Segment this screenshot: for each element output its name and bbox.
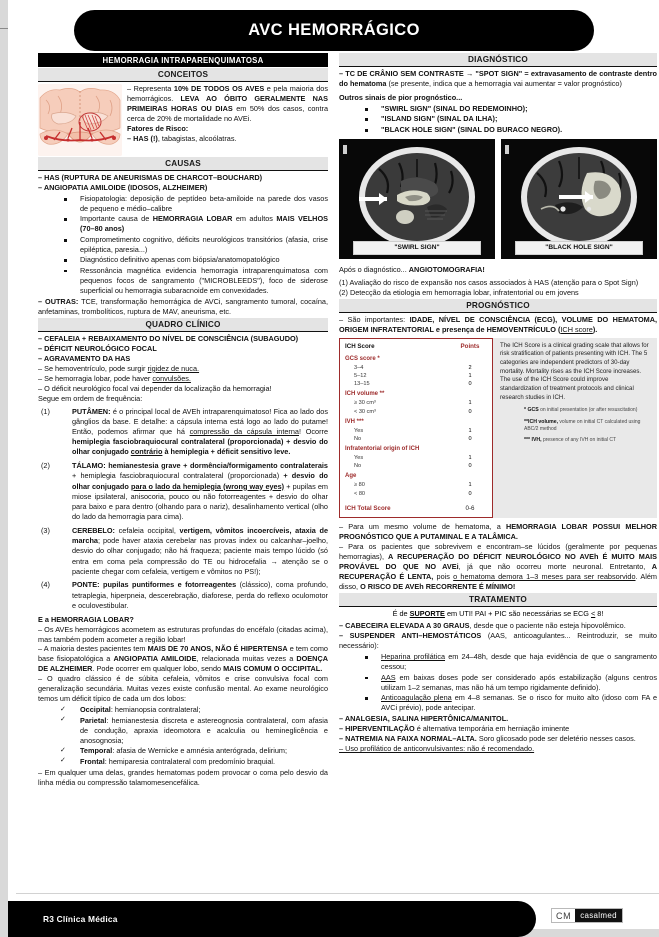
trat-l5t: Soro glicosado pode ser deletério nesses casos. (476, 734, 636, 744)
ct-caption-black-hole: "BLACK HOLE SIGN" (515, 241, 643, 255)
prog-p3t4: . Além disso, (339, 572, 658, 592)
section-header-diagnostico: DIAGNÓSTICO (339, 53, 657, 67)
lobar-p2b1: MAIS DE 70 ANOS, NÃO É HIPERTENSA (147, 644, 288, 654)
logo-name: casalmed (575, 909, 622, 922)
after-dx-text: Após o diagnóstico... (339, 264, 409, 274)
lobar-p3: – O quadro clássico é de súbita cefaleia, vômitos e crise convulsiva focal com generalização secundária. Muitas vezes existe confusão mental. Ao exame neurológico temos um déficit típico de cada um dos lobos: (38, 674, 328, 704)
page-title-bar (74, 10, 594, 51)
table-row (345, 490, 487, 498)
trat-l3: – ANALGESIA, SALINA HIPERTÔNICA/MANITOL. (339, 714, 509, 724)
ich-footnote-3 (524, 437, 651, 444)
prog-p1t2: ( (555, 324, 561, 334)
footnote-label: *** IVH, (524, 436, 542, 443)
causas-bullet-list (38, 194, 328, 296)
prog-p3t3: pois (433, 572, 454, 582)
ich-score-note (493, 338, 657, 518)
row-label: Infratentorial origin of ICH (345, 445, 420, 452)
lobar-p2e: . Pode ocorrer em qualquer lobo, sendo (92, 664, 224, 674)
quadro-l4u: rigidez de nuca. (147, 363, 200, 373)
bullet-underline: AAS (381, 672, 396, 682)
quadro-l2: – DÉFICIT NEUROLÓGICO FOCAL (38, 343, 157, 353)
tratamento-bullet-list (339, 652, 657, 713)
causas-line-has: – HAS (RUPTURA DE ANEURISMAS DE CHARCOT–BOUCHARD) (38, 173, 263, 182)
conceitos-fatores-label: Fatores de Risco: (127, 123, 189, 133)
prog-p3b3: O RISCO DE AVEh RECORRENTE É MÍNIMO! (360, 582, 516, 592)
table-row (345, 380, 487, 388)
row-label: 5–12 (354, 373, 367, 380)
list-item-putamen (38, 407, 328, 458)
dx-sinais-list (339, 104, 657, 135)
footer-label: R3 Clínica Médica (43, 914, 118, 924)
footnote-text: on initial presentation (or after resuscitation) (538, 407, 638, 414)
footer-divider (16, 893, 659, 894)
row-points: 1 (468, 482, 472, 489)
quadro-body (38, 334, 328, 788)
row-points: 0 (468, 463, 472, 470)
list-item (339, 673, 657, 693)
item-title: PONTE: (72, 580, 100, 590)
trat-l5b: – NATREMIA NA FAIXA NORMAL–ALTA. (339, 734, 477, 744)
ich-col-label: ICH Score (345, 342, 375, 350)
row-points: 0 (468, 408, 472, 415)
list-item (339, 114, 657, 124)
list-item-ponte (38, 580, 328, 611)
table-row (345, 481, 487, 489)
ich-footnote-2 (524, 419, 651, 433)
list-item (38, 194, 328, 214)
item-t1: + hemiplegia fasciobraquiocural contralateral (proporcionada) (72, 471, 280, 481)
causas-outras-text: TCE, transformação hemorrágica de AVCi, sangramento tumoral, cocaína, anfetaminas, trombolíticos, ruptura de MAV, aneurisma, etc. (38, 296, 328, 316)
row-points (453, 443, 487, 454)
quadro-l5u: convulsões. (152, 373, 191, 383)
lobe-text: : hemianopsia contralateral; (110, 705, 201, 715)
lobar-p2d: , relacionada muitas vezes a (196, 654, 297, 664)
trat-l4b: – HIPERVENTILAÇÃO (339, 724, 415, 734)
bullet-text: em 24–48h, desde que haja evidência de que o sangramento cessou; (381, 652, 657, 672)
row-points: 0 (468, 435, 472, 442)
prog-p3b1: A RECUPERAÇÃO DO DÉFICIT NEUROLÓGICO NO AVEh É MUITO MAIS PROVÁVEL DO QUE NO AVEi (339, 552, 657, 572)
trat-l4t: é alternativa temporária em herniação iminente (414, 724, 570, 734)
causas-line-amiloide: – ANGIOPATIA AMILOIDE (IDOSOS, ALZHEIMER) (38, 182, 208, 192)
causas-body (38, 173, 328, 317)
prog-p3t1: – Para os pacientes que sobrevivem e encontram–se lúcidos (geralmente por pequenas hemorragias), (339, 542, 657, 562)
prognostico-intro (339, 315, 657, 335)
footnote-label: **ICH volume, (524, 418, 559, 425)
row-points: 0 (468, 490, 472, 497)
table-row (345, 454, 487, 462)
dx-outros-sinais-label: Outros sinais de pior prognóstico... (339, 92, 463, 102)
bullet-text: em 4–8 semanas. Se o risco for muito alto (idoso com FA e AVCi prévio), pode antecipar. (381, 693, 658, 713)
ich-col-points: Points (460, 342, 480, 350)
dx-spotsign-note: (se presente, indica que a hemorragia vai aumentar = valor prognóstico) (386, 78, 622, 88)
bullet-text: Comprometimento cognitivo, déficits neurológicos transitórios (afasia, crise epiléptica, paresia...) (80, 234, 328, 254)
row-points: 0 (468, 381, 472, 388)
trat-sub-u2: < (591, 609, 596, 619)
list-item-talamo (38, 461, 328, 522)
row-points (453, 471, 487, 482)
table-row (345, 416, 487, 427)
prog-p3b2: A RECUPERAÇÃO É LENTA, (339, 562, 657, 582)
section-header-prognostico: PROGNÓSTICO (339, 299, 657, 313)
row-label: Yes (354, 454, 364, 461)
trat-sub-t3: 8! (595, 609, 604, 619)
lobe-label: Parietal (80, 715, 107, 725)
table-row (345, 372, 487, 380)
conceitos-text (127, 84, 328, 144)
trat-l2t: (AAS, anticoagulantes... Reintroduzir, se muito necessário): (339, 631, 657, 651)
prog-p1t3: ). (592, 324, 598, 334)
item-b2: à hemiplegia + déficit sensitivo leve. (162, 447, 291, 457)
ct-scan-row (339, 139, 657, 259)
section-header-conceitos: CONCEITOS (38, 68, 328, 82)
table-row (345, 435, 487, 443)
list-item-temporal (38, 746, 328, 756)
conceitos-p1b: 10% DE TODOS OS AVES (173, 84, 265, 93)
lobar-question-title: E a HEMORRAGIA LOBAR? (38, 614, 134, 624)
table-row (345, 408, 487, 416)
table-row-total (345, 498, 487, 513)
item-b1: hemianestesia grave + dormência/formigamento contralaterais (105, 461, 328, 471)
prog-p3u: o hematoma demora 1–3 meses para ser reabsorvido (453, 572, 636, 582)
table-row (345, 399, 487, 407)
logo-mark: CM (552, 909, 575, 922)
after-dx-bold: ANGIOTOMOGRAFIA! (408, 264, 485, 274)
lobe-text: : hemianestesia discreta e astereognosia contralateral, com afasia de condução, apraxia ideomotora e acalculia ou hemineglicência e anosognosia; (80, 715, 328, 745)
section-header-causas: CAUSAS (38, 157, 328, 171)
table-row (345, 462, 487, 470)
row-points: 2 (468, 364, 472, 371)
table-header-row (345, 342, 487, 353)
trat-l2b: – SUSPENDER ANTI–HEMOSTÁTICOS (339, 631, 482, 641)
prog-p3t2: , já que não ocorreu morte neuronal. Entretanto, (458, 562, 652, 572)
row-points: 1 (468, 373, 472, 380)
row-points: 1 (468, 427, 472, 434)
sinal-text: "SWIRL SIGN" (SINAL DO REDEMOINHO); (381, 103, 528, 113)
angio-item-1: (1) Avaliação do risco de expansão nos casos associados à HAS (atenção para o Spot Sign) (339, 277, 639, 287)
conceitos-p1c: e pela maioria dos hemorrágicos. (127, 84, 328, 103)
quadro-l6: – O déficit neurológico focal vai depender da localização da hemorragia! (38, 383, 272, 393)
bullet-text: Diagnóstico definitivo apenas com biópsia/anatomopatológico (80, 255, 280, 265)
row-label: 13–15 (354, 381, 370, 388)
prog-ich-score-link: ICH score (560, 324, 593, 334)
bullet-text: Importante causa de (80, 214, 153, 224)
lobe-text: : afasia de Wernicke e amnésia anterógrada, delirium; (112, 746, 287, 756)
row-label: Yes (354, 427, 364, 434)
quadro-l7: Segue em ordem de frequência: (38, 393, 143, 403)
prognostico-body (339, 522, 657, 592)
lobar-p2b3: DOENÇA DE ALZHEIMER (38, 654, 328, 674)
table-row (345, 364, 487, 372)
ich-score-table (339, 338, 493, 518)
item-t2: + pupilas em miose ipsilateral, anisocoria, pouco ou não fotorreagentes + desvio do olhar para baixo e para dentro (olhando para o nariz), desalinhamento vertical (olho do lado da hemorragia para cima). (72, 481, 328, 522)
study-sheet-page (8, 0, 659, 929)
lobar-p2c: e tem como base fisiopatológica a (38, 644, 328, 664)
item-title: TÁLAMO: (72, 461, 106, 471)
trat-sub-t1: É de (392, 609, 410, 619)
footer-bar (8, 901, 536, 937)
ct-scan-black-hole-sign (501, 139, 657, 259)
lobe-label: Frontal (80, 756, 105, 766)
trat-l6u: – Uso profilático de anticonvulsivantes: não é recomendado. (339, 744, 535, 754)
item-b1: pupilas puntiformes e fotorreagentes (99, 580, 237, 590)
lobe-label: Temporal (80, 746, 113, 756)
lobe-label: Occipital (80, 705, 111, 715)
list-item (38, 255, 328, 265)
list-item (38, 266, 328, 296)
list-item-parietal (38, 716, 328, 746)
section-header-quadro-clinico: QUADRO CLÍNICO (38, 318, 328, 332)
ct-caption-swirl: "SWIRL SIGN" (353, 241, 481, 255)
list-item-frontal (38, 757, 328, 767)
conceitos-p1a: – Representa (127, 84, 174, 93)
section-header-hemorragia-intraparenquimatosa: HEMORRAGIA INTRAPARENQUIMATOSA (38, 53, 328, 67)
causas-outras-label: – OUTRAS: (38, 296, 79, 306)
row-points: 1 (468, 400, 472, 407)
prog-p1b: IDADE, NÍVEL DE CONSCIÊNCIA (ECG), VOLUME DO HEMATOMA, ORIGEM INFRATENTORIAL e presença de HEMOVENTRÍCULO (339, 314, 658, 334)
sinal-text: "BLACK HOLE SIGN" (SINAL DO BURACO NEGRO). (381, 124, 563, 134)
lobar-p2b4: MAIS COMUM O OCCIPITAL. (223, 664, 323, 674)
quadro-l5a: – Se hemorragia lobar, pode haver (38, 373, 153, 383)
table-row (345, 471, 487, 482)
row-label: No (354, 463, 362, 470)
quadro-l3: – AGRAVAMENTO DA HAS (38, 353, 131, 363)
list-item (38, 214, 328, 234)
row-label: Age (345, 473, 357, 480)
section-header-tratamento: TRATAMENTO (339, 593, 657, 607)
row-label: No (354, 435, 362, 442)
row-label: ICH Total Score (345, 504, 391, 512)
item-bu: para o lado da hemiplegia (wrong way eyes) (130, 481, 285, 491)
item-b1: hemiplegia fasciobraquiocural contralateral (proporcionada) + desvio do olhar conjugado (72, 437, 328, 457)
item-u1: compressão da cápsula interna (189, 427, 299, 437)
dx-spotsign: – TC DE CRÂNIO SEM CONTRASTE → "SPOT SIGN" = extravasamento de contraste dentro do hematoma (339, 69, 657, 88)
list-item-occipital (38, 705, 328, 715)
item-b1: vertigem, vômitos incoercíveis, ataxia de marcha (72, 525, 328, 546)
bullet-underline: Anticoagulação plena (381, 693, 452, 703)
trat-sub-u: SUPORTE (409, 609, 445, 619)
row-label: GCS score * (345, 355, 380, 362)
angio-item-2: (2) Detecção da etiologia em hemorragia lobar, infratentorial ou em jovens (339, 287, 579, 297)
list-item (339, 693, 657, 713)
list-item (339, 125, 657, 135)
tratamento-subtitle (339, 609, 657, 619)
item-title: CEREBELO: (72, 525, 115, 535)
ich-footnotes (500, 407, 651, 444)
casalmed-logo (551, 908, 623, 923)
footnote-text: volume on initial CT calculated using ABC/2 method (524, 418, 641, 432)
conceitos-p3b: , tabagistas, alcoólatras. (157, 133, 237, 143)
conceitos-p1e: em 50% dos casos, contra cerca de 20% de mortalidade no AVEi. (127, 103, 328, 123)
table-row (345, 353, 487, 364)
item-t1: cefaleia occipital, (114, 525, 180, 535)
item-t2: ; pode haver ataxia cerebelar nas provas index ou calcanhar–joelho, desvio do olhar conjugado; não há fraqueza; paciente mais tempo lúcido (só entra em coma pela compressão do TE ou hidrocefalia → atenção se o paciente chegar com cefaleia, vertigem e vômitos no PS!); (72, 536, 328, 576)
list-item (339, 104, 657, 114)
conceitos-p1d: LEVA AO ÓBITO GERALMENTE NAS PRIMEIRAS HORAS OU DIAS (127, 93, 329, 113)
item-title: PUTÂMEN: (72, 406, 111, 416)
row-label: IVH *** (345, 418, 364, 425)
trat-l1t: , desde que o paciente não esteja hipovolêmico. (469, 621, 626, 631)
row-points: 0-6 (465, 504, 475, 512)
item-t1: (clássico), coma profundo, tetraplegia, hiperpneia, descerebração, diaforese, perda do reflexo oculomotor e oculovestibular. (72, 580, 328, 610)
tratamento-body (339, 621, 657, 754)
bullet-text2: em adultos (232, 214, 277, 224)
row-points (453, 353, 487, 364)
item-t1: é o principal local de AVEh intraparenquimatoso! Fica ao lado dos gânglios da base. E detalhe: a cápsula interna está logo ao lado do putame! Então, podemos afirmar que há (72, 406, 328, 437)
bullet-text: Ressonância magnética evidencia hemorragia intraparenquimatosa com pequenos focos de sangramento ("MICROBLEEDS"), foco de siderose superficial ou hemorragia subaracnoide em convexidades. (80, 265, 328, 295)
item-number: (2) (41, 461, 50, 471)
list-item (38, 235, 328, 255)
ct-scan-swirl-sign (339, 139, 495, 259)
quadro-locations-list (38, 407, 328, 611)
bullet-text: Fisiopatologia: deposição de peptídeo beta-amiloide na parede dos vasos de pequeno e médio–calibre (80, 193, 328, 213)
trat-sub-t2: em UTI! PAI + PIC são necessárias se ECG (444, 609, 591, 619)
bullet-bold2: MAIS VELHOS (70–80 anos) (80, 214, 328, 234)
angiotomografia-block (339, 265, 657, 298)
lobes-list (38, 705, 328, 766)
prog-p2b: HEMORRAGIA LOBAR POSSUI MELHOR PROGNÓSTICO QUE A PUTAMINAL E A TALÂMICA. (339, 522, 657, 542)
list-item-cerebelo (38, 526, 328, 577)
row-label: ≥ 30 cm³ (354, 400, 376, 407)
conceitos-block (38, 84, 328, 156)
row-label: ≥ 80 (354, 482, 365, 489)
table-row (345, 443, 487, 454)
prog-p1t: – São importantes: (339, 314, 410, 324)
item-number: (1) (41, 406, 50, 416)
lobar-p2b2: ANGIOPATIA AMILOIDE (113, 654, 197, 664)
footnote-label: * GCS (524, 407, 539, 414)
item-number: (3) (41, 525, 50, 535)
right-column (339, 53, 657, 754)
brain-coronal-hemorrhage-illustration (38, 84, 122, 156)
row-points: 1 (468, 454, 472, 461)
bullet-underline: Heparina profilática (381, 652, 446, 662)
item-t2: ! Ocorre (298, 427, 329, 437)
quadro-l1: – CEFALEIA + REBAIXAMENTO DO NÍVEL DE CONSCIÊNCIA (SUBAGUDO) (38, 333, 299, 343)
item-number: (4) (41, 580, 50, 590)
lobe-text: : hemiparesia contralateral com predomínio braquial. (104, 756, 276, 766)
item-bu: contrário (130, 447, 163, 457)
bullet-bold: HEMORRAGIA LOBAR (152, 214, 233, 224)
row-points (453, 416, 487, 427)
footnote-text: presence of any IVH on initial CT (541, 436, 617, 443)
sinal-text: "ISLAND SIGN" (SINAL DA ILHA); (381, 114, 498, 124)
row-label: < 80 (354, 490, 366, 497)
lobar-p2a: – A maioria destes pacientes tem (38, 644, 148, 654)
page-edge-left (0, 0, 8, 929)
row-label: < 30 cm³ (354, 408, 376, 415)
table-row (345, 427, 487, 435)
ich-footnote-1 (524, 407, 651, 414)
prog-p2t: – Para um mesmo volume de hematoma, a (339, 522, 506, 532)
lobar-p1: – Os AVEs hemorrágicos acometem as estruturas profundas do encéfalo (citadas acima), mas também podem acometer a região lobar! (38, 624, 328, 644)
page-title: AVC HEMORRÁGICO (248, 21, 420, 39)
lobar-p4: – Em qualquer uma delas, grandes hematomas podem provocar o coma pelo desvio da linha média ou compressão talamomesencefálica. (38, 767, 328, 787)
row-label: 3–4 (354, 364, 364, 371)
conceitos-has: – HAS (!) (127, 133, 158, 143)
ich-note-paragraph: The ICH Score is a clinical grading scale that allows for risk stratification of patients presenting with ICH. The 5 categories are independent predictors of 30-day mortality. Mortality rises as the ICH Score increases. The use of the ICH Score could improve standardization of treatment protocols and clinical research studies in ICH. (500, 341, 649, 401)
quadro-l4a: – Se hemoventrículo, pode surgir (38, 363, 148, 373)
row-label: ICH volume ** (345, 391, 385, 398)
diagnostico-body (339, 69, 657, 135)
item-b2: + desvio do olhar conjugado (72, 471, 328, 491)
table-row (345, 389, 487, 400)
trat-l1b: – CABECEIRA ELEVADA A 30 GRAUS (339, 621, 470, 631)
row-points (453, 389, 487, 400)
left-column (38, 53, 328, 788)
bullet-text: em baixas doses pode ser considerado após estabilização (alguns centros utilizam 1–2 semanas, mas não há um tempo rigidamente definido). (381, 672, 657, 692)
ich-score-figure (339, 338, 657, 518)
page-edge-hairline (0, 28, 8, 29)
list-item (339, 652, 657, 672)
